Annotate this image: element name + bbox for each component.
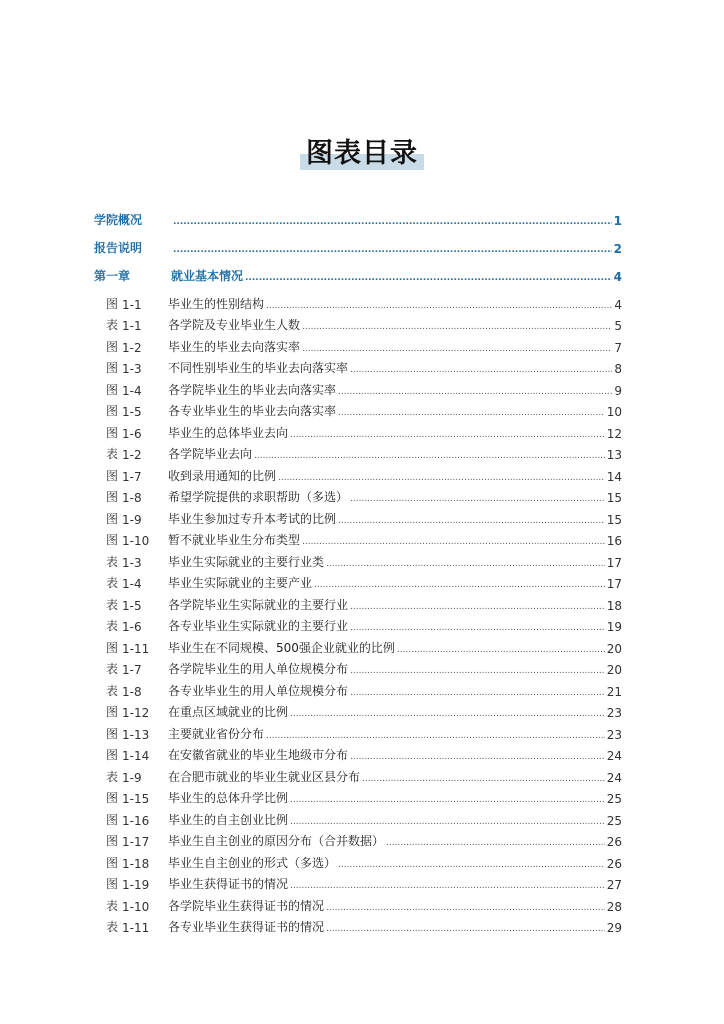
- toc-page-number: 25: [606, 813, 622, 828]
- toc-leader-dots: [302, 321, 612, 333]
- toc-page-number: 15: [606, 491, 622, 505]
- toc-item-number: 1-18: [122, 856, 150, 871]
- toc-page-number: 12: [606, 426, 622, 441]
- toc-item-kind: 图: [106, 640, 119, 655]
- toc-item[interactable]: [94, 677, 622, 699]
- toc-leader-dots: [350, 665, 605, 677]
- toc-item-number: 1-3: [122, 362, 142, 376]
- toc-page-number: 14: [606, 469, 622, 484]
- toc-item[interactable]: [94, 398, 622, 420]
- page-title-text: 图表目录: [306, 138, 418, 169]
- toc-page-number: 24: [606, 770, 622, 785]
- toc-page-number: 9: [614, 383, 622, 398]
- toc-item-kind: 图: [106, 382, 119, 397]
- toc-item-kind: 图: [106, 511, 119, 526]
- toc-page-number: 17: [606, 555, 622, 570]
- toc-item[interactable]: [94, 914, 622, 936]
- toc-item-kind: 图: [106, 361, 119, 375]
- toc-item-number: 1-15: [122, 792, 150, 806]
- toc-item-kind: 图: [106, 468, 119, 483]
- toc-item-kind: 图: [106, 490, 119, 504]
- toc-item-number: 1-5: [122, 405, 142, 419]
- toc-item-kind: 图: [106, 533, 119, 547]
- toc-item-number: 1-17: [122, 835, 150, 849]
- toc-leader-dots: [302, 536, 605, 548]
- page-title-wrap: [0, 136, 724, 172]
- toc-leader-dots: [290, 816, 605, 828]
- toc-item-number: 1-2: [122, 448, 142, 462]
- toc-item-number: 1-9: [122, 770, 142, 785]
- table-of-contents: [94, 200, 622, 935]
- toc-item-number: 1-4: [122, 383, 142, 398]
- toc-item[interactable]: [94, 763, 622, 785]
- toc-item-title: 各学院及专业毕业生人数: [168, 318, 301, 332]
- toc-item-kind: 图: [106, 812, 119, 827]
- toc-leader-dots: [290, 794, 605, 806]
- toc-item-title: 毕业生自主创业的原因分布（合并数据）: [168, 834, 385, 848]
- toc-item[interactable]: [94, 849, 622, 871]
- toc-item-title: 各学院毕业生的毕业去向落实率: [168, 382, 337, 397]
- toc-page-number: 26: [606, 835, 622, 849]
- toc-item-title: 毕业生实际就业的主要产业: [168, 576, 313, 590]
- toc-item-title: 毕业生的总体毕业去向: [168, 425, 289, 440]
- toc-item[interactable]: [94, 570, 622, 592]
- toc-chapter-label: 第一章: [94, 269, 131, 283]
- toc-leader-dots: [266, 300, 612, 312]
- toc-item-number: 1-5: [122, 598, 142, 613]
- toc-page-number: 28: [606, 899, 622, 914]
- toc-leader-dots: [386, 837, 605, 849]
- toc-item[interactable]: [94, 333, 622, 355]
- toc-page-number: 10: [606, 405, 622, 419]
- toc-page-number: 2: [613, 242, 622, 256]
- toc-item-number: 1-19: [122, 878, 150, 892]
- toc-item-title: 毕业生的性别结构: [168, 296, 265, 311]
- toc-item-number: 1-7: [122, 663, 142, 677]
- toc-item-kind: 表: [106, 769, 119, 784]
- toc-item[interactable]: [94, 742, 622, 764]
- toc-item[interactable]: [94, 290, 622, 312]
- toc-item[interactable]: [94, 828, 622, 850]
- toc-item-number: 1-8: [122, 684, 142, 699]
- toc-item[interactable]: [94, 699, 622, 721]
- toc-leader-dots: [290, 880, 605, 892]
- toc-leader-dots: [326, 902, 605, 914]
- toc-item-title: 各专业毕业生实际就业的主要行业: [168, 619, 349, 633]
- page-title: [300, 136, 424, 172]
- toc-leader-dots: [350, 622, 605, 634]
- toc-item-number: 1-1: [122, 297, 142, 312]
- toc-item[interactable]: [94, 806, 622, 828]
- toc-section-label: 学院概况: [94, 213, 143, 227]
- toc-leader-dots: [266, 730, 605, 742]
- toc-item[interactable]: [94, 527, 622, 549]
- toc-leader-dots: [314, 579, 605, 591]
- toc-leader-dots: [290, 708, 605, 720]
- toc-leader-dots: [173, 244, 612, 256]
- toc-leader-dots: [350, 493, 605, 505]
- toc-item-title: 不同性别毕业生的毕业去向落实率: [168, 361, 349, 375]
- toc-item-title: 在安徽省就业的毕业生地级市分布: [168, 748, 349, 762]
- toc-item-number: 1-3: [122, 555, 142, 570]
- toc-item-kind: 图: [106, 877, 119, 891]
- toc-item[interactable]: [94, 591, 622, 613]
- toc-item-number: 1-9: [122, 512, 142, 527]
- toc-item-number: 1-13: [122, 727, 150, 742]
- toc-item-kind: 图: [106, 425, 119, 440]
- toc-item-kind: 图: [106, 834, 119, 848]
- toc-item-title: 各学院毕业生实际就业的主要行业: [168, 597, 349, 612]
- toc-item-number: 1-7: [122, 469, 142, 484]
- toc-leader-dots: [397, 644, 605, 656]
- toc-page-number: 25: [606, 792, 622, 806]
- toc-item[interactable]: [94, 871, 622, 893]
- toc-page-number: 8: [614, 362, 622, 376]
- toc-item-title: 各学院毕业生获得证书的情况: [168, 898, 325, 913]
- toc-item[interactable]: [94, 613, 622, 635]
- toc-page-number: 23: [606, 727, 622, 742]
- toc-leader-dots: [173, 216, 612, 228]
- toc-leader-dots: [338, 515, 605, 527]
- toc-page-number: 26: [606, 856, 622, 871]
- toc-item[interactable]: [94, 441, 622, 463]
- toc-leader-dots: [254, 450, 605, 462]
- toc-item-title: 暂不就业毕业生分布类型: [168, 533, 301, 547]
- toc-item-title: 各专业毕业生的用人单位规模分布: [168, 683, 349, 698]
- toc-leader-dots: [245, 272, 612, 284]
- toc-item-title: 毕业生的毕业去向落实率: [168, 339, 301, 354]
- toc-leader-dots: [362, 773, 605, 785]
- toc-page-number: 20: [606, 641, 622, 656]
- toc-item-title: 毕业生自主创业的形式（多选）: [168, 855, 337, 870]
- toc-item-title: 收到录用通知的比例: [168, 468, 277, 483]
- toc-item[interactable]: [94, 634, 622, 656]
- toc-page-number: 24: [606, 749, 622, 763]
- toc-item-kind: 图: [106, 726, 119, 741]
- toc-item-kind: 表: [106, 920, 119, 934]
- toc-page-number: 7: [614, 340, 622, 355]
- toc-item-kind: 表: [106, 683, 119, 698]
- toc-page-number: 4: [614, 297, 622, 312]
- toc-item-kind: 图: [106, 296, 119, 311]
- toc-item-kind: 表: [106, 898, 119, 913]
- toc-item-number: 1-2: [122, 340, 142, 355]
- toc-item-kind: 图: [106, 705, 119, 719]
- toc-item-title: 主要就业省份分布: [168, 726, 265, 741]
- toc-leader-dots: [326, 923, 605, 935]
- toc-item-kind: 图: [106, 855, 119, 870]
- toc-page-number: 20: [606, 663, 622, 677]
- toc-leader-dots: [278, 472, 605, 484]
- toc-item-title: 在合肥市就业的毕业生就业区县分布: [168, 769, 361, 784]
- toc-leader-dots: [290, 429, 605, 441]
- toc-item-kind: 表: [106, 662, 119, 676]
- toc-item-kind: 图: [106, 404, 119, 418]
- toc-section-label: 报告说明: [94, 241, 143, 255]
- toc-page-number: 19: [606, 620, 622, 634]
- toc-section-overview[interactable]: [94, 200, 622, 228]
- toc-item-kind: 表: [106, 597, 119, 612]
- toc-item-title: 各学院毕业去向: [168, 447, 253, 461]
- toc-item[interactable]: [94, 720, 622, 742]
- toc-page-number: 23: [606, 706, 622, 720]
- toc-item-kind: 表: [106, 447, 119, 461]
- toc-item-title: 希望学院提供的求职帮助（多选）: [168, 490, 349, 504]
- toc-item-kind: 图: [106, 748, 119, 762]
- toc-page-number: 18: [606, 598, 622, 613]
- toc-item-kind: 表: [106, 554, 119, 569]
- toc-page-number: 5: [614, 319, 622, 333]
- toc-item[interactable]: [94, 785, 622, 807]
- toc-leader-dots: [338, 407, 605, 419]
- toc-item-kind: 表: [106, 318, 119, 332]
- toc-item-title: 毕业生参加过专升本考试的比例: [168, 511, 337, 526]
- toc-item-title: 各专业毕业生获得证书的情况: [168, 920, 325, 934]
- toc-leader-dots: [338, 859, 605, 871]
- toc-leader-dots: [326, 558, 605, 570]
- toc-item-number: 1-10: [122, 899, 150, 914]
- toc-page-number: 17: [606, 577, 622, 591]
- toc-item-kind: 表: [106, 576, 119, 590]
- toc-leader-dots: [302, 343, 612, 355]
- toc-item-kind: 图: [106, 339, 119, 354]
- toc-item-title: 在重点区域就业的比例: [168, 705, 289, 719]
- toc-item-number: 1-1: [122, 319, 142, 333]
- toc-item-number: 1-4: [122, 577, 142, 591]
- toc-item-title: 毕业生获得证书的情况: [168, 877, 289, 891]
- toc-item-number: 1-10: [122, 534, 150, 548]
- toc-page-number: 13: [606, 448, 622, 462]
- toc-item[interactable]: [94, 505, 622, 527]
- toc-item-title: 毕业生的自主创业比例: [168, 812, 289, 827]
- toc-section-report-notes[interactable]: [94, 228, 622, 256]
- toc-item-kind: 图: [106, 791, 119, 805]
- toc-item-title: 各专业毕业生的毕业去向落实率: [168, 404, 337, 418]
- toc-item[interactable]: [94, 656, 622, 678]
- toc-leader-dots: [350, 687, 605, 699]
- toc-leader-dots: [350, 751, 605, 763]
- toc-chapter-title: 就业基本情况: [171, 269, 244, 283]
- toc-page-number: 15: [606, 512, 622, 527]
- toc-item-kind: 表: [106, 619, 119, 633]
- toc-item-number: 1-16: [122, 813, 150, 828]
- toc-item[interactable]: [94, 355, 622, 377]
- toc-item-list: [94, 290, 622, 935]
- toc-item[interactable]: [94, 548, 622, 570]
- toc-item-title: 毕业生在不同规模、500强企业就业的比例: [168, 640, 395, 655]
- toc-leader-dots: [350, 364, 612, 376]
- toc-page-number: 1: [613, 214, 622, 228]
- toc-item-number: 1-11: [122, 641, 150, 656]
- toc-item[interactable]: [94, 376, 622, 398]
- toc-item[interactable]: [94, 419, 622, 441]
- toc-page-number: 29: [606, 921, 622, 935]
- toc-item-title: 毕业生实际就业的主要行业类: [168, 554, 325, 569]
- toc-page-number: 16: [606, 534, 622, 548]
- toc-leader-dots: [350, 601, 605, 613]
- toc-chapter-1[interactable]: [94, 256, 622, 284]
- toc-item[interactable]: [94, 892, 622, 914]
- toc-item-title: 毕业生的总体升学比例: [168, 791, 289, 805]
- toc-item-number: 1-14: [122, 749, 150, 763]
- toc-item-number: 1-12: [122, 706, 150, 720]
- toc-page-number: 27: [606, 878, 622, 892]
- toc-item-title: 各学院毕业生的用人单位规模分布: [168, 662, 349, 676]
- toc-page-number: 21: [606, 684, 622, 699]
- toc-item[interactable]: [94, 484, 622, 506]
- toc-item[interactable]: [94, 312, 622, 334]
- toc-item-number: 1-8: [122, 491, 142, 505]
- toc-leader-dots: [338, 386, 612, 398]
- toc-item-number: 1-11: [122, 921, 150, 935]
- toc-page-number: 4: [613, 270, 622, 284]
- toc-item-number: 1-6: [122, 620, 142, 634]
- toc-item-number: 1-6: [122, 426, 142, 441]
- toc-item[interactable]: [94, 462, 622, 484]
